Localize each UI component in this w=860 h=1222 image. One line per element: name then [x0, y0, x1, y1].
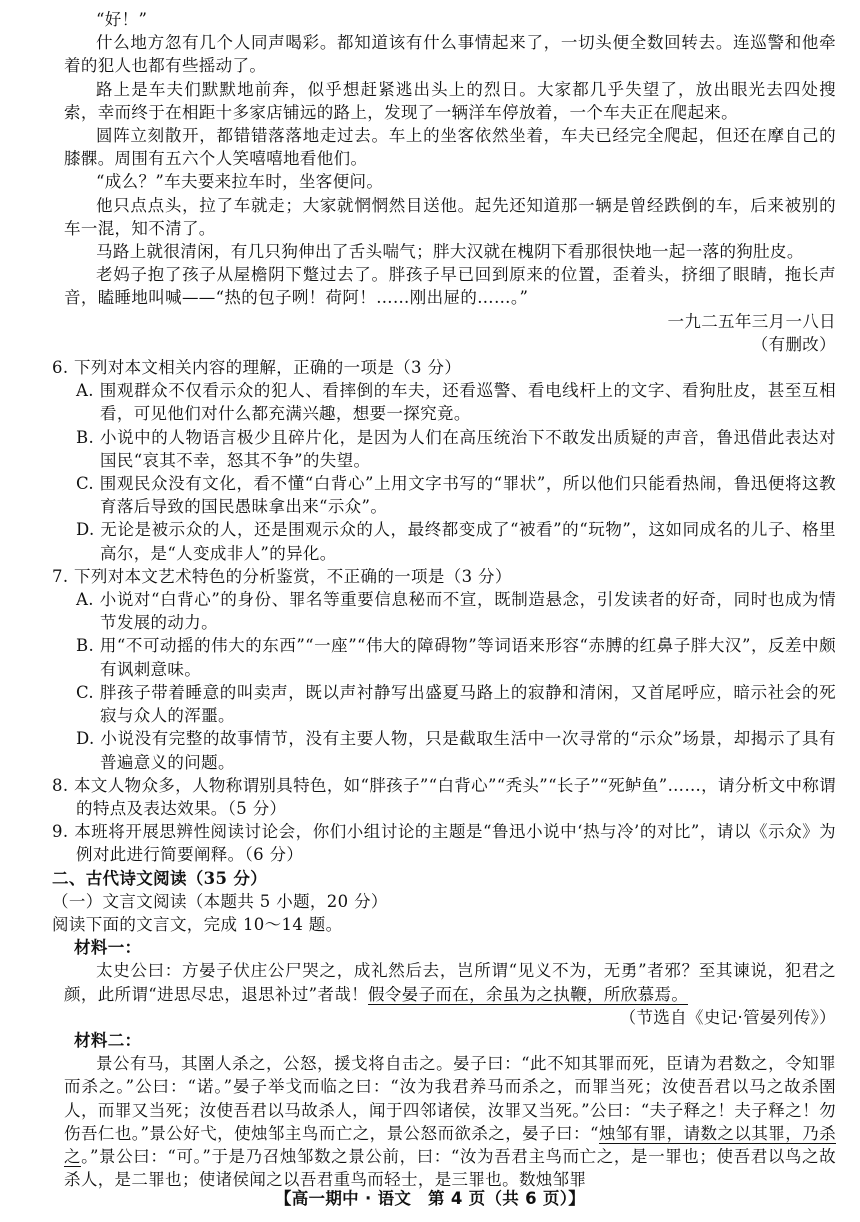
- page-footer: 【高一期中 · 语文 第 4 页（共 6 页）】: [274, 1189, 586, 1208]
- material-2-label: 材料二：: [74, 1030, 142, 1050]
- question-7-option-c: C. 胖孩子带着睡意的叫卖声，既以声衬静写出盛夏马路上的寂静和清闲，又首尾呼应，暗示社会的死寂与众人的浑噩。: [76, 682, 836, 726]
- story-paragraph: 路上是车夫们默默地前奔，似乎想赶紧逃出头上的烈日。大家都几乎失望了，放出眼光去四处搜索，幸而终于在相距十多家店铺远的路上，发现了一辆洋车停放着，一个车夫正在爬起来。: [64, 79, 836, 122]
- section-2-subheading: （一）文言文阅读（本题共 5 小题，20 分）: [52, 891, 388, 911]
- question-6-option-b: B. 小说中的人物语言极少且碎片化，是因为人们在高压统治下不敢发出质疑的声音，鲁迅借此表达对国民“哀其不幸，怒其不争”的失望。: [76, 427, 836, 470]
- question-6-stem: 6. 下列对本文相关内容的理解，正确的一项是（3 分）: [52, 358, 462, 378]
- material-1-text: 太史公曰：方晏子伏庄公尸哭之，成礼然后去，岂所谓“见义不为，无勇”者邪？至其谏说，犯君之颜，此所谓“进思尽忠，退思补过”者哉！假令晏子而在，余虽为之执鞭，所欣慕焉。: [64, 961, 836, 1004]
- story-date: 一九二五年三月一八日: [667, 311, 836, 331]
- section-2-heading: 二、古代诗文阅读（35 分）: [52, 868, 268, 888]
- question-7-option-b: B. 用“不可动摇的伟大的东西”“一座”“伟大的障碍物”等词语来形容“赤膊的红鼻子胖大汉”，反差中颇有讽刺意味。: [76, 636, 836, 679]
- story-paragraph: “好！”: [96, 10, 148, 29]
- underlined-sentence: 假令晏子而在，余虽为之执鞭，所欣慕焉。: [368, 984, 689, 1004]
- question-9: 9. 本班将开展思辨性阅读讨论会，你们小组讨论的主题是“鲁迅小说中‘热与冷’的对比”，请以《示众》为例对此进行简要阐释。（6 分）: [52, 822, 836, 865]
- question-7-stem: 7. 下列对本文艺术特色的分析鉴赏，不正确的一项是（3 分）: [52, 566, 512, 586]
- story-paragraph: 什么地方忽有几个人同声喝彩。都知道该有什么事情起来了，一切头便全数回转去。连巡警和他牵着的犯人也都有些摇动了。: [64, 33, 836, 76]
- story-paragraph: 马路上就很清闲，有几只狗伸出了舌头喘气；胖大汉就在槐阴下看那很快地一起一落的狗肚皮。: [96, 242, 804, 262]
- material-1-source: （节选自《史记·管晏列传》）: [619, 1007, 836, 1027]
- question-6-option-c: C. 围观民众没有文化，看不懂“白背心”上用文字书写的“罪状”，所以他们只能看热闹，鲁迅便将这教育落后导致的国民愚昧拿出来“示众”。: [76, 474, 836, 517]
- material-2-text: 景公有马，其圉人杀之，公怒，援戈将自击之。晏子曰：“此不知其罪而死，臣请为君数之，令知罪而杀之。”公曰：“诺。”晏子举戈而临之曰：“汝为我君养马而杀之，而罪当死；汝使吾君以马之故杀圉人，而罪又当死；汝使吾君以马故杀人，闻于四邻诸侯，汝罪又当死。”公曰：“夫子释之！夫子释之！勿伤吾仁也。”景公好弋，使烛邹主鸟而亡之，景公怒而欲杀之，晏子曰：“烛邹有罪，请数之以其罪，乃杀之。”景公曰：“可。”于是乃召烛邹数之景公前，曰：“汝为吾君主鸟而亡之，是一罪也；使吾君以鸟之故杀人，是二罪也；使诸侯闻之以吾君重鸟而轻士，是三罪也。数烛邹罪: [64, 1054, 836, 1190]
- story-paragraph: “成么？”车夫要来拉车时，坐客便问。: [96, 172, 384, 192]
- question-6-option-a: A. 围观群众不仅看示众的犯人、看摔倒的车夫，还看巡警、看电线杆上的文字、看狗肚皮，甚至互相看，可见他们对什么都充满兴趣，想要一探究竟。: [76, 381, 836, 424]
- story-paragraph: 老妈子抱了孩子从屋檐阴下蹩过去了。胖孩子早已回到原来的位置，歪着头，挤细了眼睛，拖长声音，瞌睡地叫喊——“热的包子咧！荷阿！……刚出屉的……。”: [64, 265, 836, 308]
- material-1-label: 材料一：: [74, 938, 142, 958]
- question-7-option-a: A. 小说对“白背心”的身份、罪名等重要信息秘而不宣，既制造悬念，引发读者的好奇，同时也成为情节发展的动力。: [76, 590, 836, 633]
- question-6-option-d: D. 无论是被示众的人，还是围观示众的人，最终都变成了“被看”的“玩物”，这如同成名的儿子、格里高尔，是“人变成非人”的异化。: [76, 520, 836, 563]
- section-2-instruction: 阅读下面的文言文，完成 10～14 题。: [52, 914, 343, 934]
- story-note: （有删改）: [751, 334, 836, 354]
- story-paragraph: 他只点点头，拉了车就走；大家就惘惘然目送他。起先还知道那一辆是曾经跌倒的车，后来被别的车一混，知不清了。: [64, 195, 836, 238]
- question-8: 8. 本文人物众多，人物称谓别具特色，如“胖孩子”“白背心”“秃头”“长子”“死鲈鱼”……，请分析文中称谓的特点及表达效果。（5 分）: [52, 775, 836, 818]
- underlined-sentence: 烛邹有罪，请数之以其罪，乃杀之: [64, 1123, 836, 1166]
- story-paragraph: 圆阵立刻散开，都错错落落地走过去。车上的坐客依然坐着，车夫已经完全爬起，但还在摩自己的膝髁。周围有五六个人笑嘻嘻地看他们。: [64, 126, 836, 169]
- question-7-option-d: D. 小说没有完整的故事情节，没有主要人物，只是截取生活中一次寻常的“示众”场景，却揭示了具有普遍意义的问题。: [76, 729, 836, 772]
